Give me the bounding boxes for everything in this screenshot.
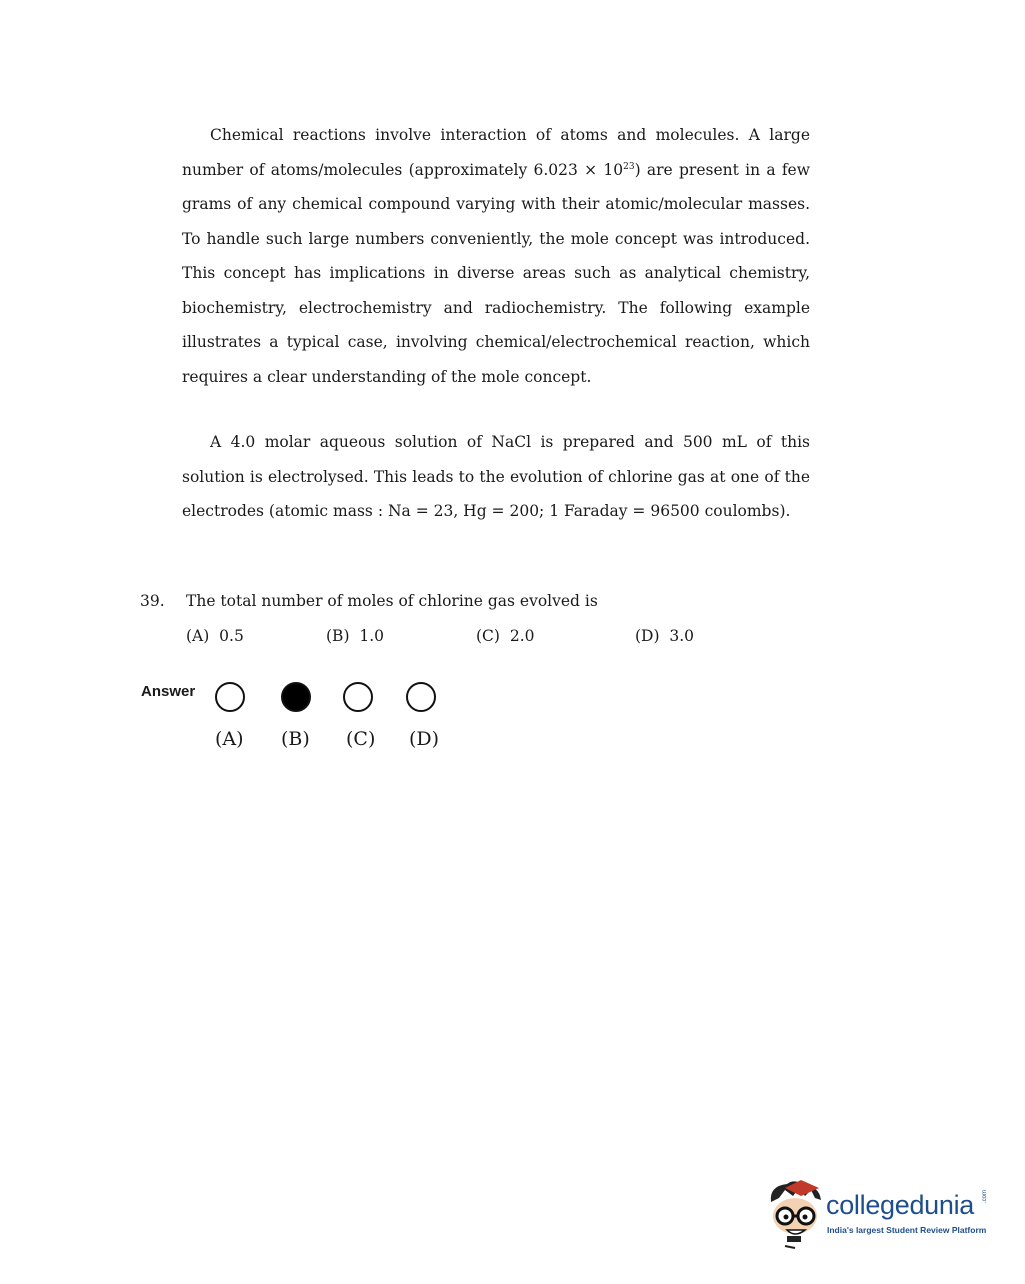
bubble-label-d: (D) [409,728,440,750]
option-d: (D) 3.0 [635,627,695,645]
answer-bubble-d [406,682,436,712]
option-a: (A) 0.5 [186,627,244,645]
brand-tagline: India's largest Student Review Platform [827,1225,987,1235]
question-number: 39. [140,592,165,610]
option-c: (C) 2.0 [476,627,535,645]
answer-label: Answer [141,683,196,700]
bubble-label-c: (C) [346,728,376,750]
bubble-label-a: (A) [215,728,244,750]
option-b: (B) 1.0 [326,627,385,645]
answer-bubble-c [343,682,373,712]
brand-suffix: .com [982,1189,988,1203]
question-text: The total number of moles of chlorine gas evolved is [186,592,598,610]
answer-bubble-a [215,682,245,712]
answer-bubble-b-selected [281,682,311,712]
brand-name: collegedunia [826,1190,975,1220]
passage-paragraph-1: Chemical reactions involve interaction of atoms and molecules. A large number of atoms/molecules (approximately $6.023 \times 10^{23}$) are present in a few grams of any chemical compound varying with their atomic/molecular masses. To handle such large numbers conveniently, the mole concept was introduced. This concept has implications in diverse areas such as analytical chemistry, biochemistry, electrochemistry and radiochemistry. The following example illustrates a typical case, involving chemical/electrochemical reaction, which requires a clear understanding of the mole concept. [182,126,810,386]
bubble-label-b: (B) [281,728,310,750]
passage-paragraph-2: A 4.0 molar aqueous solution of NaCl is prepared and 500 mL of this solution is electrolysed. This leads to the evolution of chlorine gas at one of the electrodes (atomic mass : Na = 23, Hg = 200; 1 Faraday = 96500 coulombs). [182,433,810,520]
